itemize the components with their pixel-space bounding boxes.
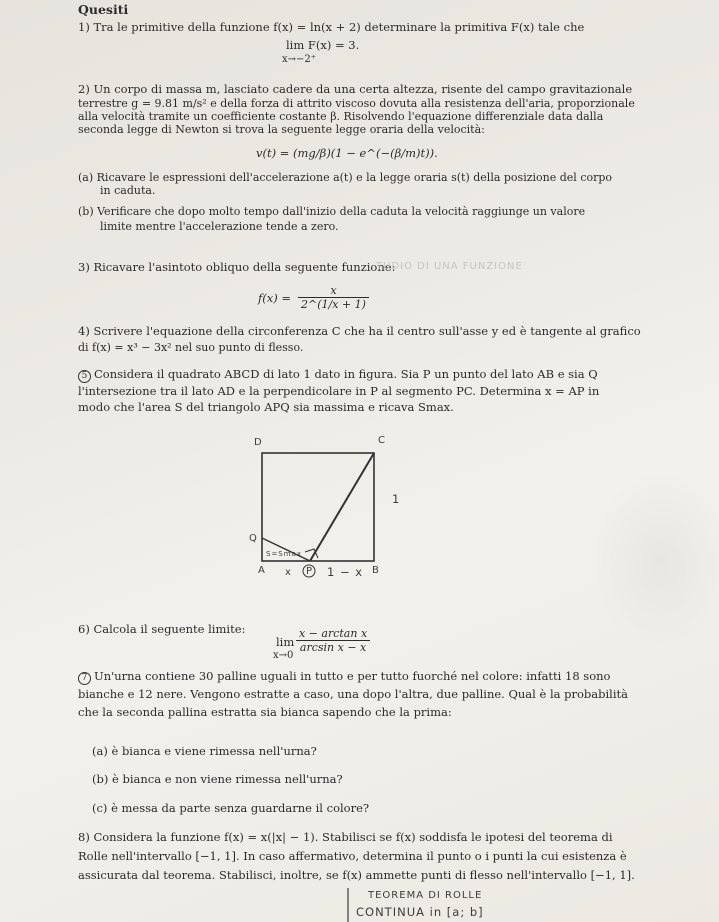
q2-line2: terrestre g = 9.81 m/s² e della forza di attrito viscoso dovuta alla resistenza dell'aria, proporzionale — [78, 97, 635, 110]
q6-lim-sub: x→0 — [273, 650, 294, 661]
label-a: A — [258, 565, 266, 576]
q6-text: 6) Calcola il seguente limite: — [78, 622, 246, 636]
q8-handwritten-note-1: TEOREMA DI ROLLE — [368, 890, 483, 901]
q5-line1-text: Considera il quadrato ABCD di lato 1 dato in figura. Sia P un punto del lato AB e sia Q — [94, 367, 598, 381]
q3-fraction-denominator: 2^(1/x + 1) — [301, 298, 366, 311]
label-x: x — [285, 567, 292, 578]
label-b: B — [372, 565, 380, 576]
q6-lim: lim — [276, 635, 295, 649]
label-p: P — [306, 566, 314, 577]
q6-denominator: arcsin x − x — [299, 641, 367, 654]
q8-handwritten-note-2: CONTINUA in [a; b] — [356, 905, 484, 919]
label-smax: S=Smax — [266, 550, 303, 558]
label-c: C — [378, 435, 386, 446]
page-title: Quesiti — [78, 2, 129, 17]
q7-option-a: (a) è bianca e viene rimessa nell'urna? — [92, 744, 317, 758]
q2-line4: seconda legge di Newton si trova la seguente legge oraria della velocità: — [78, 123, 485, 136]
q7-line1-text: Un'urna contiene 30 palline uguali in tutto e per tutto fuorché nel colore: infatti 18 sono — [94, 669, 611, 683]
label-side-1: 1 — [392, 492, 401, 506]
q2-velocity-formula: v(t) = (mg/β)(1 − e^(−(β/m)t)). — [256, 146, 438, 160]
q1-text: 1) Tra le primitive della funzione f(x) = ln(x + 2) determinare la primitiva F(x) tale che — [78, 20, 585, 34]
label-d: D — [254, 437, 263, 448]
q8-line2: Rolle nell'intervallo [−1, 1]. In caso affermativo, determina il punto o i punti la cui esistenza è — [78, 849, 627, 863]
label-one-minus-x: 1 − x — [327, 565, 364, 579]
q6-numerator: x − arctan x — [296, 627, 370, 641]
q7-line3: che la seconda pallina estratta sia bianca sapendo che la prima: — [78, 705, 452, 719]
q5-line3: modo che l'area S del triangolo APQ sia massima e ricava Smax. — [78, 400, 454, 414]
q7-number: 7 — [78, 672, 91, 685]
q5-line2: l'intersezione tra il lato AD e la perpendicolare in P al segmento PC. Determina x = AP in — [78, 384, 600, 398]
q1-limit: lim F(x) = 3. — [286, 38, 360, 52]
label-q: Q — [249, 533, 258, 544]
q2-line3: alla velocità tramite un coefficiente costante β. Risolvendo l'equazione differenziale data dalla — [78, 110, 604, 123]
q8-line1: 8) Considera la funzione f(x) = x(|x| − 1). Stabilisci se f(x) soddisfa le ipotesi del teorema di — [78, 830, 613, 844]
q7-line2: bianche e 12 nere. Vengono estratte a caso, una dopo l'altra, due palline. Qual è la probabilità — [78, 687, 629, 701]
q8-line3: assicurata dal teorema. Stabilisci, inoltre, se f(x) ammette punti di flesso nell'intervallo [−1, 1]. — [78, 868, 635, 882]
q2-line1: 2) Un corpo di massa m, lasciato cadere da una certa altezza, risente del campo gravitazionale — [78, 82, 633, 96]
q2a-line2: in caduta. — [100, 184, 156, 197]
q7-option-c: (c) è messa da parte senza guardarne il colore? — [92, 801, 370, 815]
q3-formula-lhs: f(x) = — [258, 291, 292, 305]
q7-option-b: (b) è bianca e non viene rimessa nell'urna? — [92, 772, 343, 786]
q4-line2: di f(x) = x³ − 3x² nel suo punto di flesso. — [78, 341, 304, 354]
q2b-line1: (b) Verificare che dopo molto tempo dall'inizio della caduta la velocità raggiunge un valore — [78, 205, 586, 218]
q3-text: 3) Ricavare l'asintoto obliquo della seguente funzione: — [78, 260, 396, 274]
q4-line1: 4) Scrivere l'equazione della circonferenza C che ha il centro sull'asse y ed è tangente al grafico — [78, 324, 641, 338]
q1-limit-sub: x→−2⁺ — [282, 54, 317, 65]
q5-number: 5 — [78, 370, 91, 383]
q2a-line1: (a) Ricavare le espressioni dell'accelerazione a(t) e la legge oraria s(t) della posizione del corpo — [78, 171, 613, 184]
q3-handwritten-note: TUDIO DI UNA FUNZIONE — [376, 261, 523, 272]
q3-fraction-numerator: x — [298, 284, 369, 298]
q2b-line2: limite mentre l'accelerazione tende a zero. — [100, 220, 339, 233]
